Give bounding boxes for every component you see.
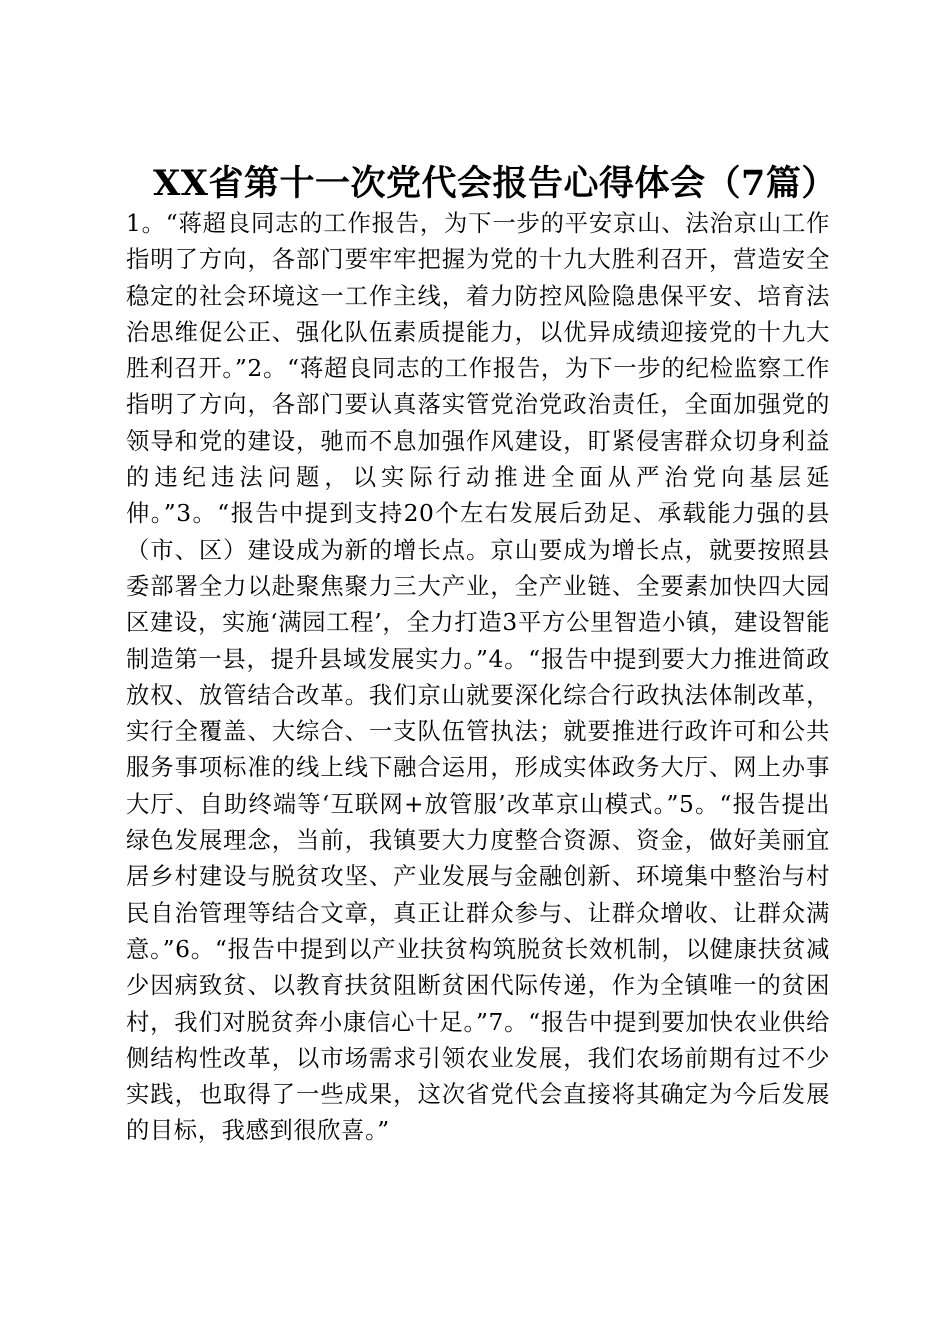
document-title: XX省第十一次党代会报告心得体会（7篇） xyxy=(153,163,837,204)
document-body: 1。“蒋超良同志的工作报告，为下一步的平安京山、法治京山工作指明了方向，各部门要牢牢把握为党的十九大胜利召开，营造安全稳定的社会环境这一工作主线，着力防控风险隐患保平安、培育法治思维促公正、强化队伍素质提能力，以优异成绩迎接党的十九大胜利召开。”2。“蒋超良同志的工作报告，为下一步的纪检监察工作指明了方向，各部门要认真落实管党治党政治责任，全面加强党的领导和党的建设，驰而不息加强作风建设，盯紧侵害群众切身利益的违纪违法问题，以实际行动推进全面从严治党向基层延伸。”3。“报告中提到支持20个左右发展后劲足、承载能力强的县（市、区）建设成为新的增长点。京山要成为增长点，就要按照县委部署全力以赴聚焦聚力三大产业，全产业链、全要素加快四大园区建设，实施‘满园工程’，全力打造3平方公里智造小镇，建设智能制造第一县，提升县域发展实力。”4。“报告中提到要大力推进简政放权、放管结合改革。我们京山就要深化综合行政执法体制改革，实行全覆盖、大综合、一支队伍管执法；就要推进行政许可和公共服务事项标准的线上线下融合运用，形成实体政务大厅、网上办事大厅、自助终端等‘互联网+放管服’改革京山模式。”5。“报告提出绿色发展理念，当前，我镇要大力度整合资源、资金，做好美丽宜居乡村建设与脱贫攻坚、产业发展与金融创新、环境集中整治与村民自治管理等结合文章，真正让群众参与、让群众增收、让群众满意。”6。“报告中提到以产业扶贫构筑脱贫长效机制，以健康扶贫减少因病致贫、以教育扶贫阻断贫困代际传递，作为全镇唯一的贫困村，我们对脱贫奔小康信心十足。”7。“报告中提到要加快农业供给侧结构性改革，以市场需求引领农业发展，我们农场前期有过不少实践，也取得了一些成果，这次省党代会直接将其确定为今后发展的目标，我感到很欣喜。” xyxy=(126,210,830,1145)
